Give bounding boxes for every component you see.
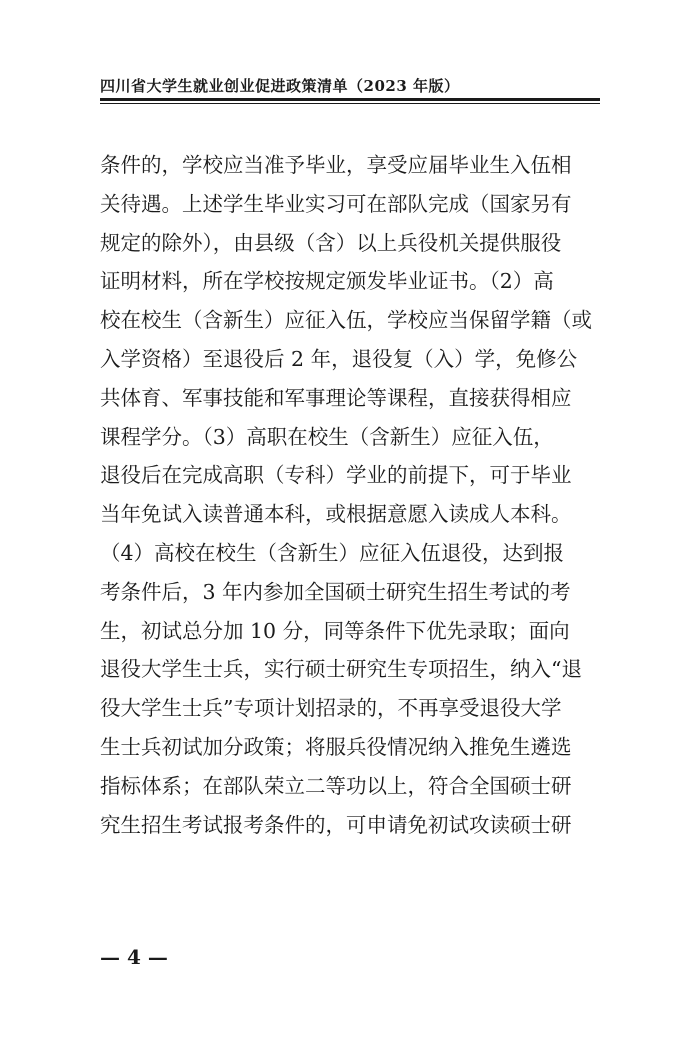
body-text: [100, 146, 600, 844]
text-line: 考条件后，3 年内参加全国硕士研究生招生考试的考: [100, 579, 571, 604]
text-line: 当年免试入读普通本科，或根据意愿入读成人本科。: [100, 502, 572, 527]
text-line: 证明材料，所在学校按规定颁发毕业证书。（2）高: [100, 269, 554, 294]
text-line: 退役大学生士兵，实行硕士研究生专项招生，纳入“退: [100, 657, 582, 682]
running-header: [100, 76, 600, 96]
text-line: 关待遇。上述学生毕业实习可在部队完成（国家另有: [100, 191, 572, 216]
text-line: 课程学分。（3）高职在校生（含新生）应征入伍，: [100, 424, 554, 449]
header-rule-thin: [100, 103, 600, 104]
text-line: 生，初试总分加 10 分，同等条件下优先录取；面向: [100, 618, 570, 643]
text-line: 入学资格）至退役后 2 年，退役复（入）学，免修公: [100, 346, 578, 371]
text-line: 共体育、军事技能和军事理论等课程，直接获得相应: [100, 385, 572, 410]
text-line: 规定的除外），由县级（含）以上兵役机关提供服役: [100, 230, 562, 255]
header-rule-thick: [100, 98, 600, 101]
text-line: 退役后在完成高职（专科）学业的前提下，可于毕业: [100, 463, 572, 488]
text-line: 役大学生士兵”专项计划招录的，不再享受退役大学: [100, 696, 562, 721]
text-line: 条件的，学校应当准予毕业，享受应届毕业生入伍相: [100, 153, 572, 177]
page-number: — 4 —: [100, 945, 168, 969]
header-title: 四川省大学生就业创业促进政策清单（2023 年版）: [100, 77, 460, 95]
text-line: 指标体系；在部队荣立二等功以上，符合全国硕士研: [100, 773, 572, 798]
text-line: （4）高校在校生（含新生）应征入伍退役，达到报: [100, 540, 565, 565]
text-line: 究生招生考试报考条件的，可申请免初试攻读硕士研: [100, 812, 572, 837]
text-line: 校在校生（含新生）应征入伍，学校应当保留学籍（或: [100, 308, 592, 333]
text-line: 生士兵初试加分政策；将服兵役情况纳入推免生遴选: [100, 734, 572, 759]
